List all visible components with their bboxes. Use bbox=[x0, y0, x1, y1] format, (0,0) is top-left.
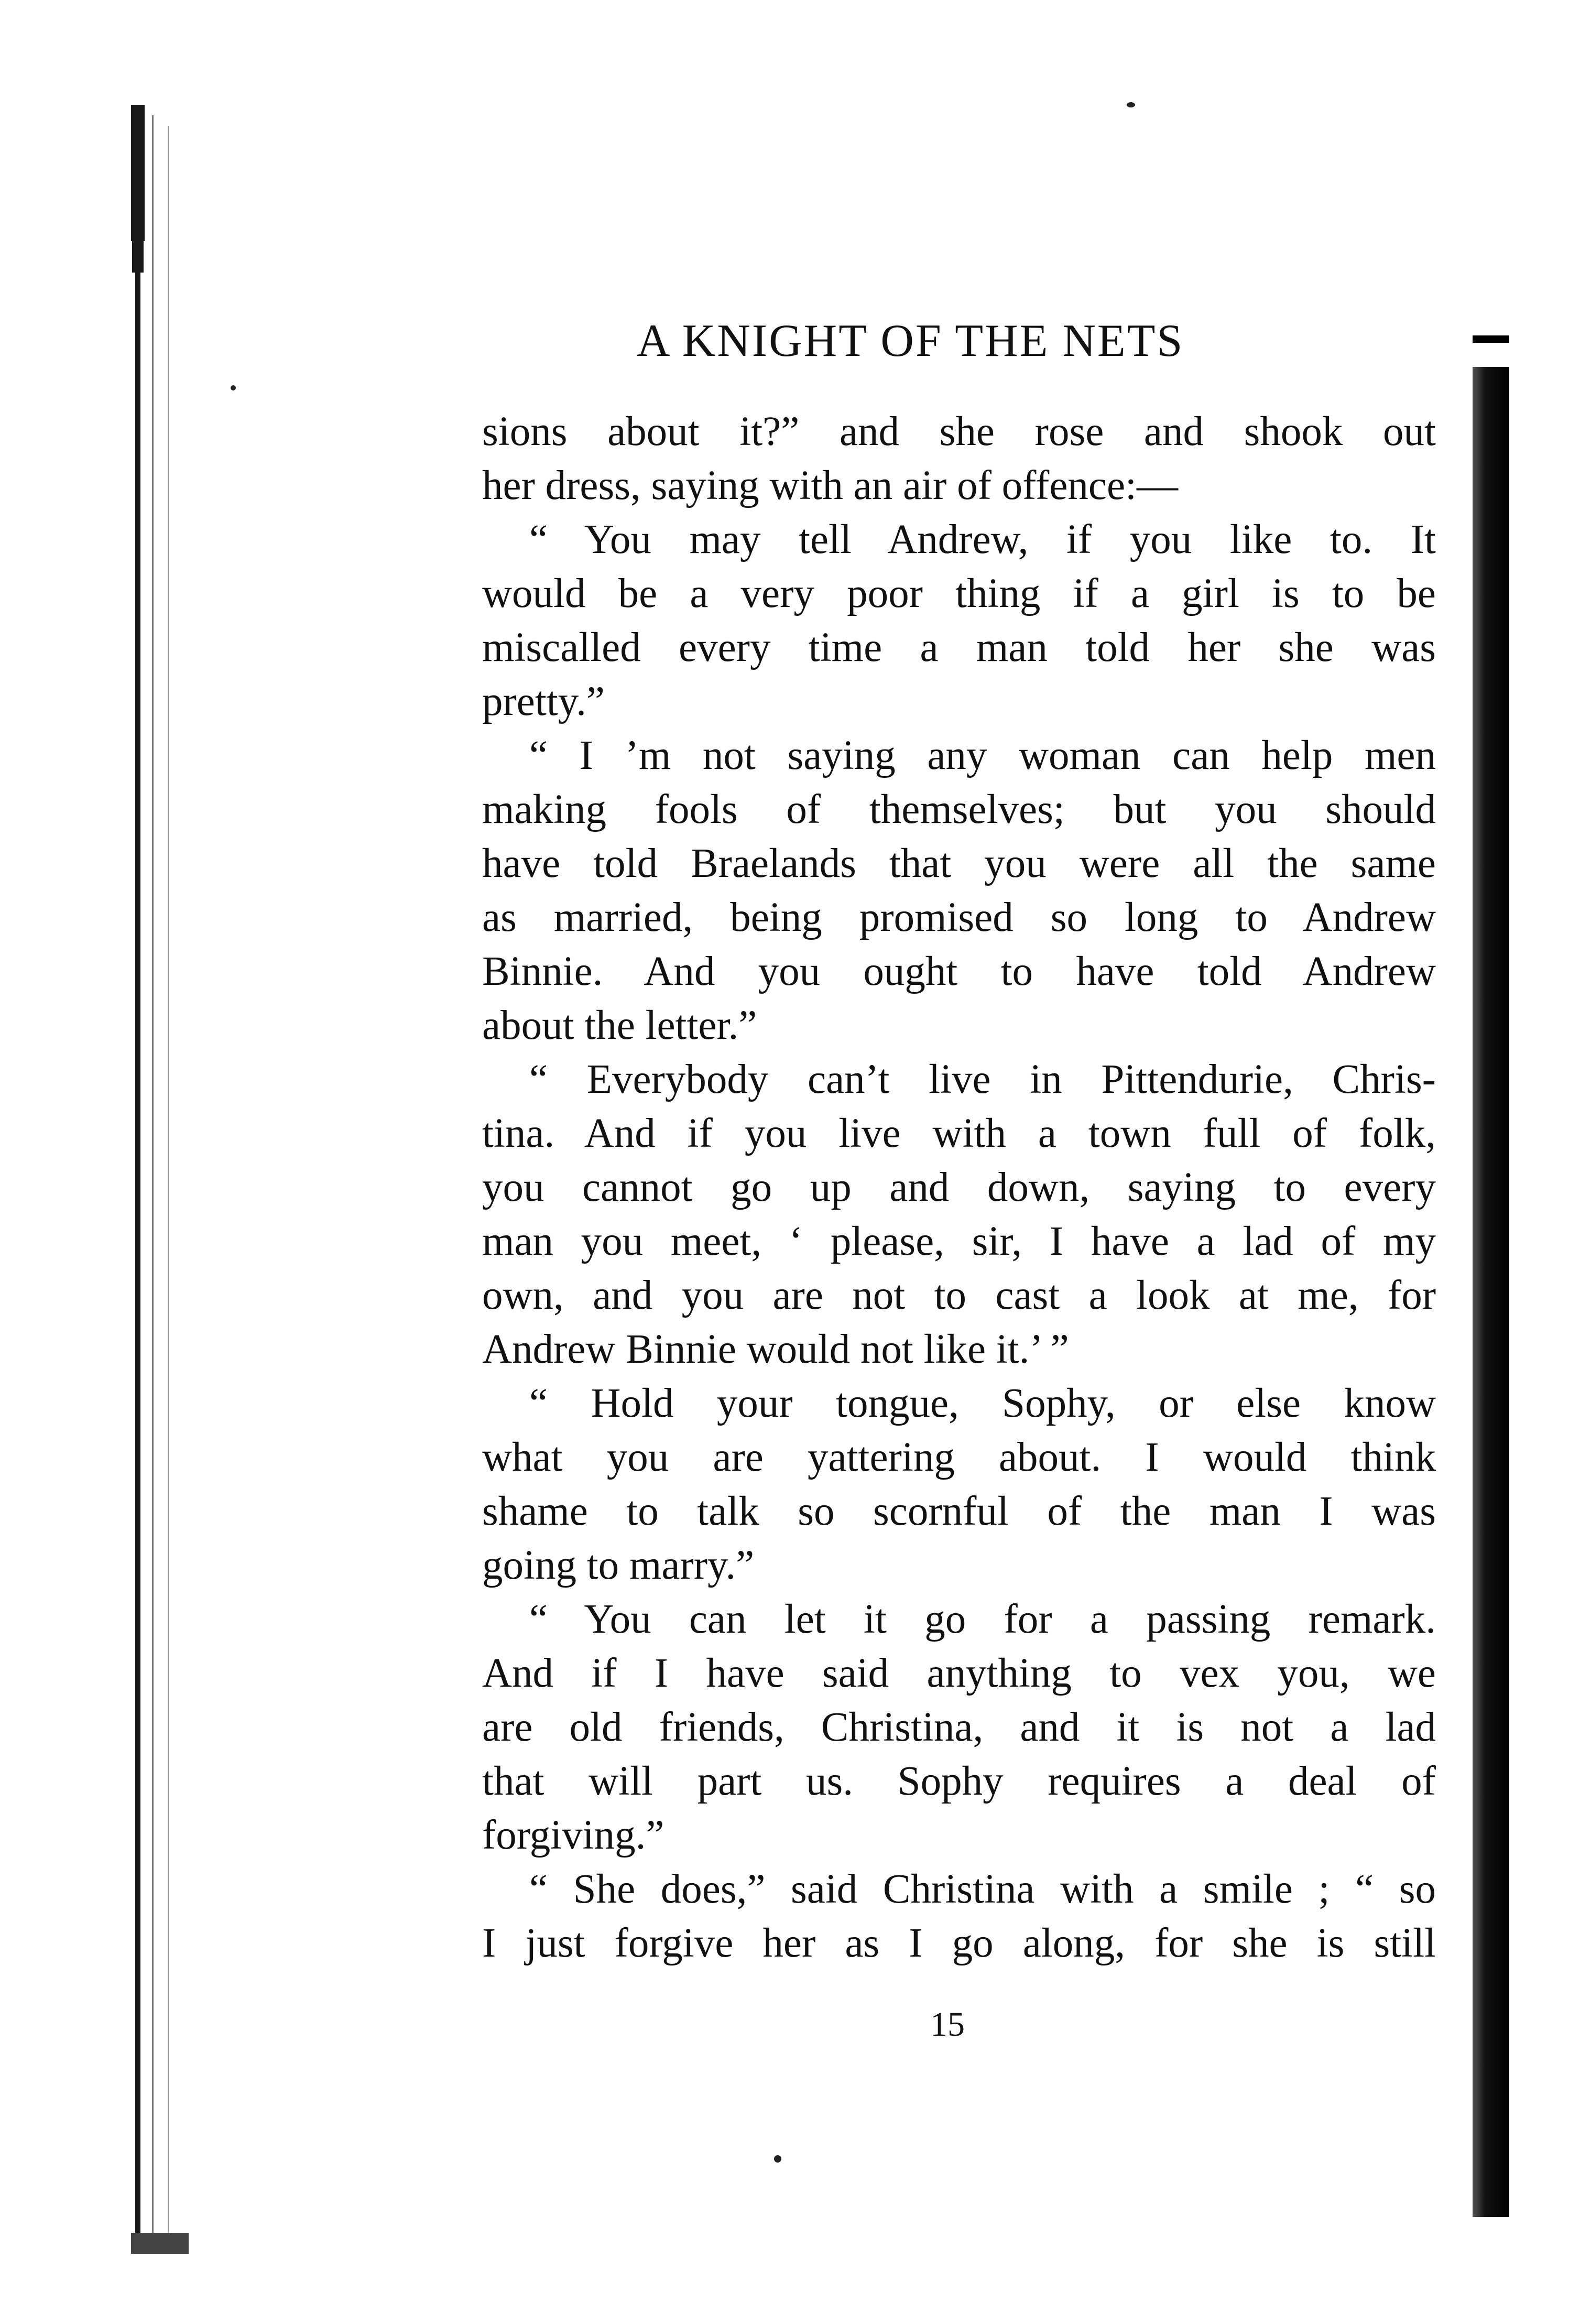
text-line: Andrew Binnie would not like it.’ ” bbox=[482, 1327, 1069, 1372]
text-line: her dress, saying with an air of offence:— bbox=[482, 463, 1178, 508]
text-line: tina. And if you live with a town full of folk, bbox=[482, 1111, 1436, 1156]
text-line: own, and you are not to cast a look at me, for bbox=[482, 1273, 1436, 1318]
text-line: “ I ’m not saying any woman can help men bbox=[529, 733, 1436, 778]
text-line: pretty.” bbox=[482, 679, 605, 724]
text-line: “ Everybody can’t live in Pittendurie, Chris- bbox=[529, 1057, 1436, 1102]
text-line: shame to talk so scornful of the man I was bbox=[482, 1489, 1436, 1534]
text-line: sions about it?” and she rose and shook out bbox=[482, 409, 1436, 454]
page-edge-shadow bbox=[1473, 367, 1509, 2217]
text-line: man you meet, ‘ please, sir, I have a lad of my bbox=[482, 1219, 1436, 1264]
text-line: I just forgive her as I go along, for she is still bbox=[482, 1920, 1436, 1966]
running-head: A KNIGHT OF THE NETS bbox=[637, 316, 1184, 366]
text-line: making fools of themselves; but you should bbox=[482, 787, 1436, 832]
text-line: “ You can let it go for a passing remark. bbox=[529, 1597, 1436, 1642]
text-line: as married, being promised so long to Andrew bbox=[482, 895, 1436, 940]
text-line: you cannot go up and down, saying to every bbox=[482, 1165, 1436, 1210]
ink-speck bbox=[231, 385, 236, 390]
binding-edge bbox=[131, 105, 210, 2254]
text-line: would be a very poor thing if a girl is to be bbox=[482, 571, 1436, 616]
text-line: forgiving.” bbox=[482, 1812, 664, 1858]
text-line: And if I have said anything to vex you, we bbox=[482, 1650, 1436, 1696]
text-line: that will part us. Sophy requires a deal of bbox=[482, 1758, 1436, 1804]
text-line: “ Hold your tongue, Sophy, or else know bbox=[529, 1381, 1436, 1426]
text-line: what you are yattering about. I would think bbox=[482, 1435, 1436, 1480]
ink-speck bbox=[774, 2155, 781, 2163]
text-line: going to marry.” bbox=[482, 1543, 755, 1588]
text-line: “ You may tell Andrew, if you like to. It bbox=[529, 517, 1436, 562]
text-line: Binnie. And you ought to have told Andrew bbox=[482, 949, 1436, 994]
text-line: “ She does,” said Christina with a smile ; “ so bbox=[529, 1866, 1436, 1912]
text-line: miscalled every time a man told her she was bbox=[482, 625, 1436, 670]
text-line: are old friends, Christina, and it is not a lad bbox=[482, 1704, 1436, 1750]
text-line: about the letter.” bbox=[482, 1003, 757, 1048]
page-number: 15 bbox=[930, 2005, 965, 2044]
ink-speck bbox=[1127, 102, 1135, 107]
text-line: have told Braelands that you were all the same bbox=[482, 841, 1436, 886]
body-text bbox=[482, 405, 1436, 1970]
page-edge-shadow-top bbox=[1473, 335, 1509, 343]
